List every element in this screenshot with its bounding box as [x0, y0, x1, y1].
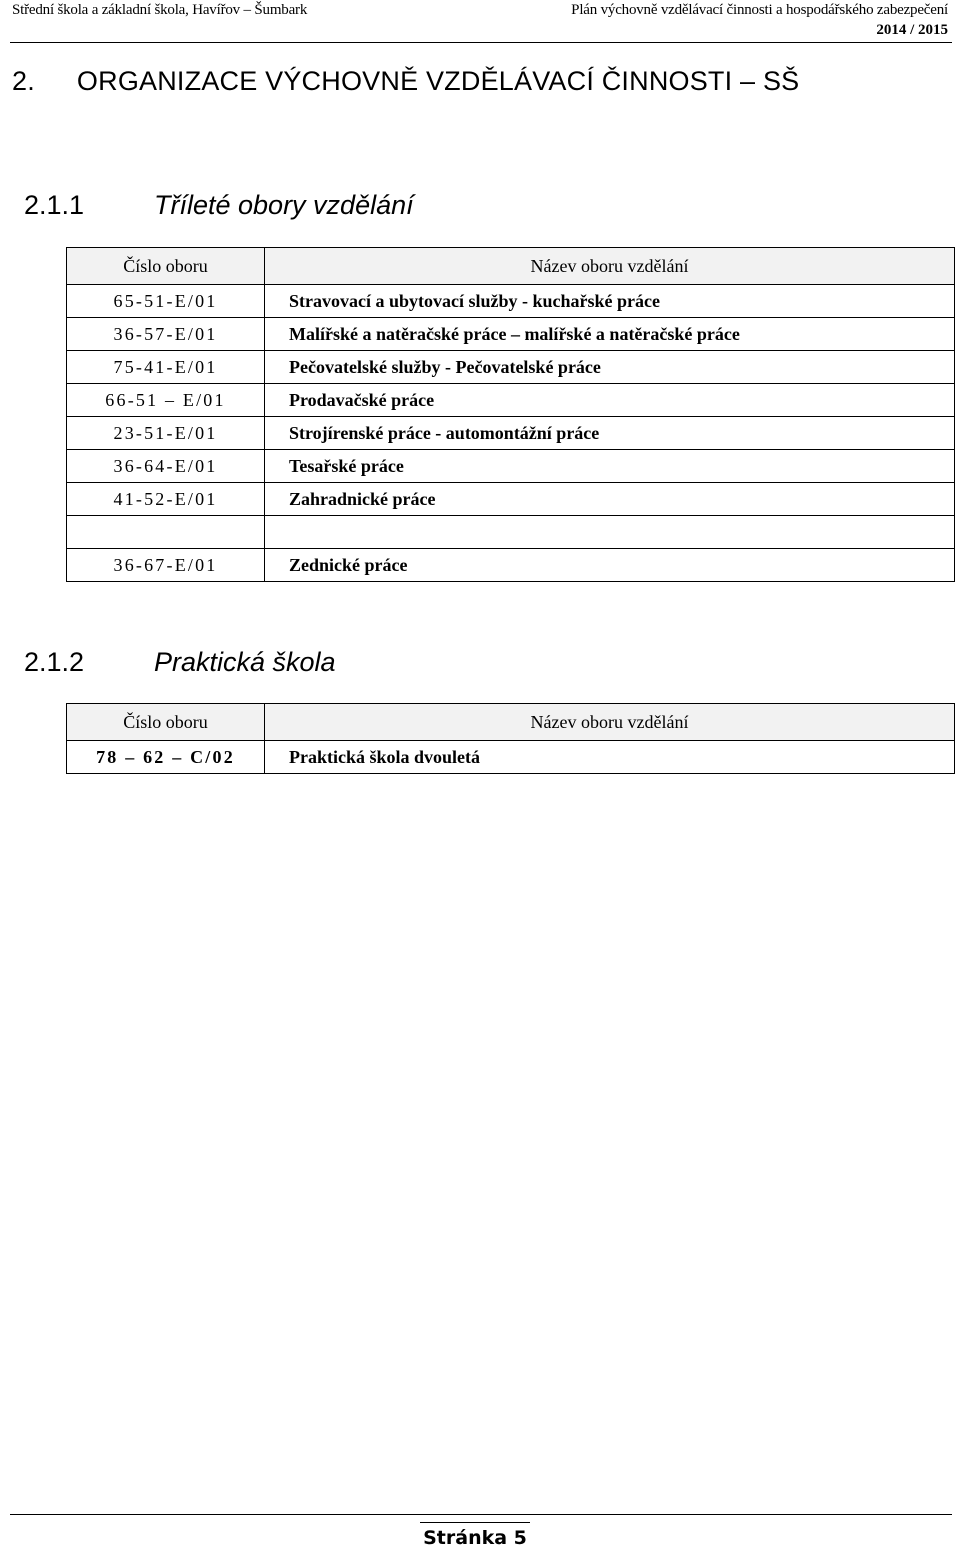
field-code: 66-51 – E/01 — [67, 384, 265, 417]
table-row — [67, 741, 955, 774]
chapter-heading — [12, 66, 799, 97]
table-row — [67, 483, 955, 516]
field-code: 65-51-E/01 — [67, 285, 265, 318]
table-row-empty — [67, 516, 955, 549]
column-header-name: Název oboru vzdělání — [265, 248, 955, 285]
section-title: Tříleté obory vzdělání — [154, 190, 414, 220]
table-row — [67, 417, 955, 450]
header-school-name: Střední škola a základní škola, Havířov – Šumbark — [12, 2, 308, 18]
table-row — [67, 384, 955, 417]
field-code: 41-52-E/01 — [67, 483, 265, 516]
field-name: Tesařské práce — [265, 450, 955, 483]
chapter-number: 2. — [12, 66, 35, 96]
field-name: Pečovatelské služby - Pečovatelské práce — [265, 351, 955, 384]
three-year-fields-table — [66, 247, 955, 582]
footer-page-box — [420, 1522, 530, 1549]
section-heading-three-year — [24, 190, 414, 221]
field-name: Zahradnické práce — [265, 483, 955, 516]
practical-school-table — [66, 703, 955, 774]
table-header-row — [67, 704, 955, 741]
table-row — [67, 285, 955, 318]
field-code: 75-41-E/01 — [67, 351, 265, 384]
table-row — [67, 450, 955, 483]
section-heading-practical-school — [24, 647, 336, 678]
field-name: Prodavačské práce — [265, 384, 955, 417]
page-number: Stránka 5 — [423, 1527, 527, 1549]
field-code — [67, 516, 265, 549]
field-code: 36-64-E/01 — [67, 450, 265, 483]
chapter-title: ORGANIZACE VÝCHOVNĚ VZDĚLÁVACÍ ČINNOSTI – SŠ — [76, 66, 800, 96]
field-code: 78 – 62 – C/02 — [67, 741, 265, 774]
column-header-code: Číslo oboru — [67, 704, 265, 741]
field-name: Stravovací a ubytovací služby - kuchařské práce — [265, 285, 955, 318]
field-name: Strojírenské práce - automontážní práce — [265, 417, 955, 450]
field-name: Zednické práce — [265, 549, 955, 582]
table-row — [67, 549, 955, 582]
column-header-name: Název oboru vzdělání — [265, 704, 955, 741]
field-name: Praktická škola dvouletá — [265, 741, 955, 774]
footer-divider — [10, 1514, 952, 1515]
header-divider — [10, 42, 952, 43]
header-school-year: 2014 / 2015 — [876, 22, 948, 38]
field-name: Malířské a natěračské práce – malířské a natěračské práce — [265, 318, 955, 351]
field-name — [265, 516, 955, 549]
section-number: 2.1.2 — [24, 647, 85, 677]
column-header-code: Číslo oboru — [67, 248, 265, 285]
header-document-title: Plán výchovně vzdělávací činnosti a hospodářského zabezpečení — [571, 2, 948, 18]
section-number: 2.1.1 — [24, 190, 85, 220]
field-code: 36-57-E/01 — [67, 318, 265, 351]
field-code: 23-51-E/01 — [67, 417, 265, 450]
field-code: 36-67-E/01 — [67, 549, 265, 582]
table-row — [67, 351, 955, 384]
table-row — [67, 318, 955, 351]
section-title: Praktická škola — [154, 647, 336, 677]
table-header-row — [67, 248, 955, 285]
